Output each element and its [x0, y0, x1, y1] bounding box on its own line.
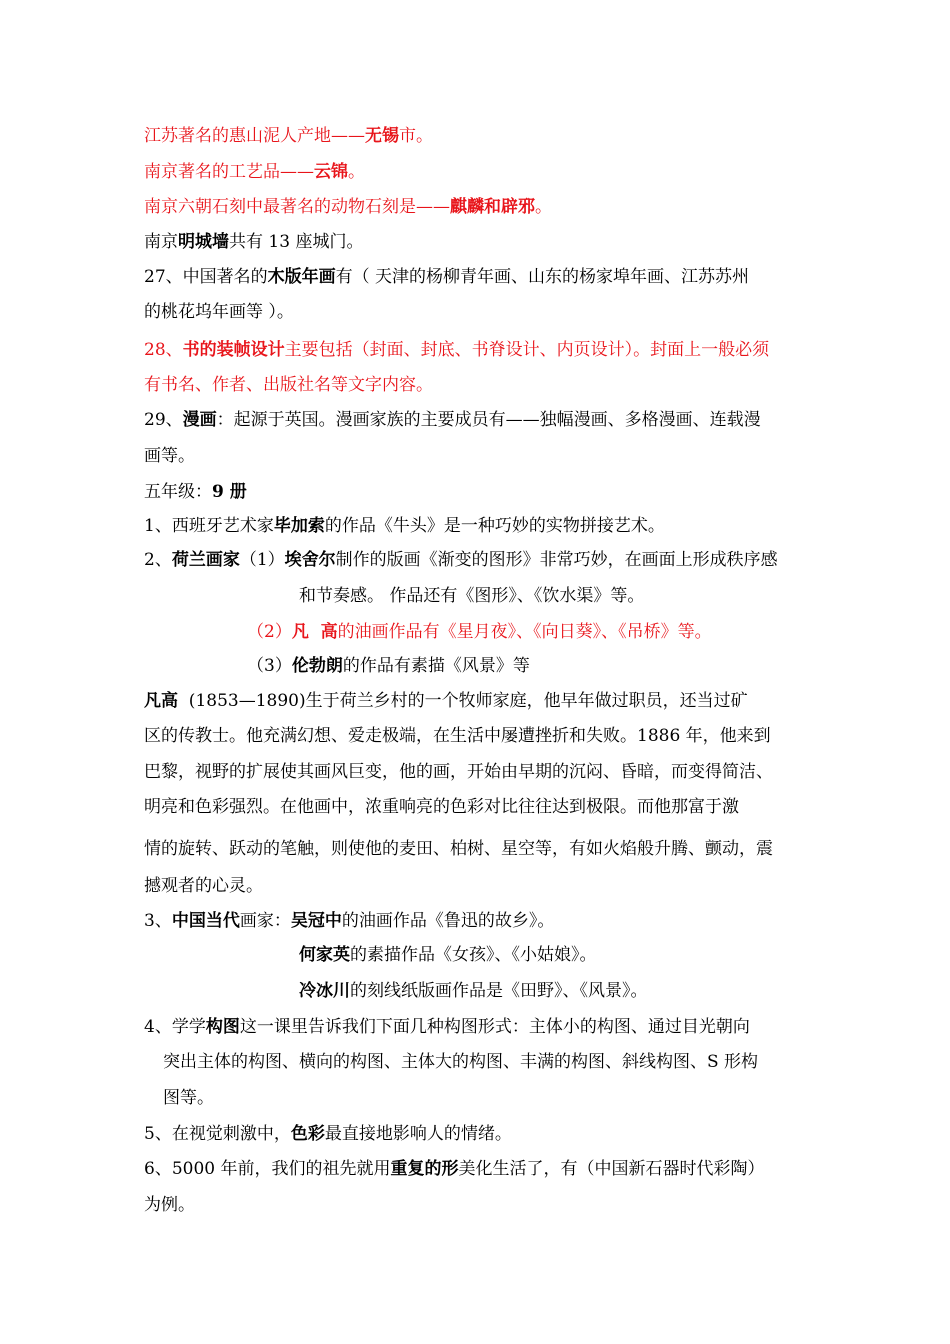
text: 。 [535, 197, 552, 217]
keyword: 冷冰川 [299, 981, 350, 1001]
text: 巴黎，视野的扩展使其画风巨变，他的画，开始由早期的沉闷、昏暗，而变得简洁、 [144, 762, 773, 782]
text-line [299, 944, 597, 966]
keyword: 何家英 [299, 945, 350, 965]
text-line [247, 621, 712, 643]
text: 28、 [144, 340, 183, 360]
text-line [247, 655, 530, 677]
text-line [144, 374, 433, 396]
text-line [144, 725, 771, 747]
text-line [144, 196, 552, 218]
text: 情的旋转、跃动的笔触，则使他的麦田、柏树、星空等，有如火焰般升腾、颤动，震 [144, 839, 773, 859]
text-line [163, 1051, 758, 1073]
text: 这一课里告诉我们下面几种构图形式：主体小的构图、通过目光朝向 [239, 1017, 750, 1037]
keyword: 重复的形 [390, 1159, 459, 1179]
keyword: 凡 高 [291, 622, 338, 642]
text-line [144, 231, 363, 253]
keyword: 书的装帧设计 [182, 340, 285, 360]
text: 的油画作品《鲁迅的故乡》。 [341, 911, 555, 931]
text: (1853—1890)生于荷兰乡村的一个牧师家庭，他早年做过职员，还当过矿 [178, 691, 748, 711]
text: 1、西班牙艺术家 [144, 516, 274, 536]
section-heading [144, 481, 247, 503]
text: 南京著名的工艺品—— [144, 162, 314, 182]
text-line [144, 875, 263, 897]
text-line [144, 796, 739, 818]
text-line [144, 445, 195, 467]
text: 3、 [144, 911, 172, 931]
text: 市。 [399, 126, 433, 146]
text: 画等。 [144, 446, 195, 466]
text: 区的传教士。他充满幻想、爱走极端，在生活中屡遭挫折和失败。1886 年，他来到 [144, 726, 771, 746]
text-line [144, 549, 778, 571]
keyword: 中国当代 [171, 911, 240, 931]
keyword: 无锡 [365, 126, 399, 146]
text: 2、 [144, 550, 172, 570]
text: 江苏著名的惠山泥人产地—— [144, 126, 365, 146]
text: 的油画作品有《星月夜》、《向日葵》、《吊桥》等。 [337, 622, 712, 642]
keyword: 漫画 [182, 410, 217, 430]
text-line [144, 266, 749, 288]
text: ：起源于英国。漫画家族的主要成员有——独幅漫画、多格漫画、连载漫 [216, 410, 761, 430]
text: 撼观者的心灵。 [144, 876, 263, 896]
text: 的刻线纸版画作品是《田野》、《风景》。 [350, 981, 648, 1001]
keyword: 明城墙 [178, 232, 229, 252]
keyword: 荷兰画家 [171, 550, 240, 570]
text: 29、 [144, 410, 183, 430]
text-line [144, 1016, 750, 1038]
keyword: 毕加索 [273, 516, 325, 536]
text: 主要包括（封面、封底、书脊设计、内页设计）。封面上一般必须 [284, 340, 770, 360]
text: 南京 [144, 232, 178, 252]
text: 27、中国著名的 [144, 267, 268, 287]
text: 有书名、作者、出版社名等文字内容。 [144, 375, 433, 395]
text-line [299, 980, 648, 1002]
text-line [144, 761, 773, 783]
text: 五年级： [144, 482, 212, 502]
text: 最直接地影响人的情绪。 [324, 1124, 512, 1144]
text: 制作的版画《渐变的图形》非常巧妙，在画面上形成秩序感 [335, 550, 778, 570]
text: 为例。 [144, 1195, 195, 1215]
keyword: 9 册 [212, 482, 247, 502]
text: 明亮和色彩强烈。在他画中，浓重响亮的色彩对比往往达到极限。而他那富于激 [144, 797, 739, 817]
text-line [299, 585, 644, 607]
text-line [144, 515, 665, 537]
text: 共有 13 座城门。 [229, 232, 364, 252]
text: 的桃花坞年画等 ）。 [144, 302, 294, 322]
text: 。 [348, 162, 365, 182]
text: 4、学学 [144, 1017, 206, 1037]
text-line [144, 125, 433, 147]
keyword: 埃舍尔 [284, 550, 336, 570]
keyword: 吴冠中 [290, 911, 342, 931]
text-line [144, 301, 294, 323]
text: 画家： [239, 911, 291, 931]
text-line [144, 161, 365, 183]
keyword: 伦勃朗 [291, 656, 343, 676]
text: 5、在视觉刺激中， [144, 1124, 291, 1144]
keyword: 云锦 [314, 162, 348, 182]
text: 南京六朝石刻中最著名的动物石刻是—— [144, 197, 450, 217]
text-line [144, 1194, 195, 1216]
keyword: 麒麟和辟邪 [450, 197, 535, 217]
text: （3） [247, 656, 292, 676]
text-line [144, 690, 748, 712]
text: 和节奏感。 作品还有《图形》、《饮水渠》等。 [299, 586, 645, 606]
text: 突出主体的构图、横向的构图、主体大的构图、丰满的构图、斜线构图、S 形构 [163, 1052, 759, 1072]
text-line [144, 910, 554, 932]
text: 图等。 [163, 1088, 214, 1108]
text-line [144, 838, 773, 860]
text-line [144, 1123, 512, 1145]
text: 的作品《牛头》是一种巧妙的实物拼接艺术。 [324, 516, 665, 536]
text-line [144, 1158, 764, 1180]
text: （2） [247, 622, 292, 642]
text: （1） [239, 550, 285, 570]
text-line [163, 1087, 214, 1109]
keyword: 构图 [205, 1017, 240, 1037]
keyword: 木版年画 [267, 267, 336, 287]
text: 的作品有素描《风景》等 [342, 656, 530, 676]
text: 6、5000 年前，我们的祖先就用 [144, 1159, 391, 1179]
keyword: 色彩 [290, 1124, 325, 1144]
text: 美化生活了，有（中国新石器时代彩陶） [458, 1159, 765, 1179]
text: 的素描作品《女孩》、《小姑娘》。 [350, 945, 597, 965]
keyword: 凡高 [144, 691, 178, 711]
text-line [144, 339, 769, 361]
text-line [144, 409, 761, 431]
text: 有（ 天津的杨柳青年画、山东的杨家埠年画、江苏苏州 [335, 267, 750, 287]
